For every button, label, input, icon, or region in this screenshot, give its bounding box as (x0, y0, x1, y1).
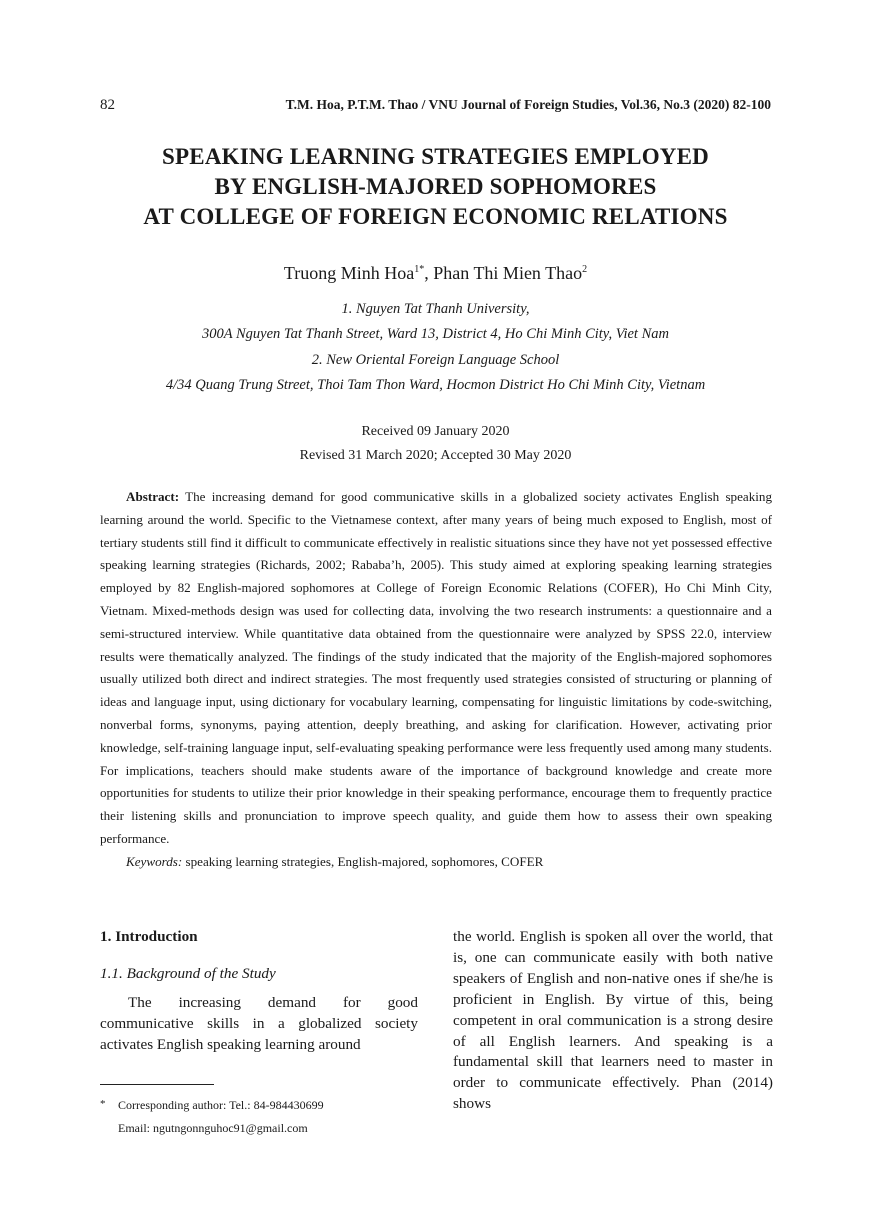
subsection-heading: 1.1. Background of the Study (100, 965, 276, 982)
author-1-mark: 1* (414, 264, 425, 275)
title-line-1: SPEAKING LEARNING STRATEGIES EMPLOYED (162, 144, 709, 169)
title-line-3: AT COLLEGE OF FOREIGN ECONOMIC RELATIONS (143, 204, 728, 229)
footnote-author-text: Corresponding author: Tel.: 84-984430699 (118, 1098, 324, 1112)
keywords-label: Keywords: (126, 853, 183, 869)
author-2: Phan Thi Mien Thao (433, 263, 583, 283)
footnote-author-line (100, 1093, 420, 1117)
affiliation-line-1: 1. Nguyen Tat Thanh University, (341, 301, 530, 317)
affiliations (0, 297, 871, 398)
affiliation-line-3: 2. New Oriental Foreign Language School (311, 351, 560, 368)
section-heading: 1. Introduction (100, 928, 198, 945)
affiliation-line-2: 300A Nguyen Tat Thanh Street, Ward 13, District 4, Ho Chi Minh City, Viet Nam (202, 326, 669, 343)
paper-title (0, 142, 871, 232)
left-column-paragraph: The increasing demand for good communicative skills in a globalized society activates English speaking learning around (100, 994, 418, 1053)
abstract-text: The increasing demand for good communicative skills in a globalized society activates English speaking learning around the world. Specific to the Vietnamese context, after many years of being much exposed to English, most of tertiary students still find it difficult to communicate effectively in realistic situations since they have not yet possessed effective speaking learning strategies (Richards, 2002; Rababa’h, 2005). This study aimed at exploring speaking learning strategies employed by 82 English-majored sophomores at College of Foreign Economic Relations (COFER), Ho Chi Minh City, Vietnam. Mixed-methods design was used for collecting data, involving the two research instruments: a questionnaire and a semi-structured interview. While quantitative data obtained from the questionnaire were analyzed by SPSS 22.0, interview results were thematically analyzed. The findings of the study indicated that the majority of the English-majored sophomores usually utilized both direct and indirect strategies. The most frequently used strategies consisted of structuring or planning of ideas and language input, using dictionary for vocabulary learning, compensating for linguistic limitations by code-switching, nonverbal forms, synonyms, paying attention, deeply breathing, and asking for clarification. However, activating prior knowledge, self-training language input, self-evaluating speaking performance were less frequently used among many students. For implications, teachers should make students aware of the importance of background knowledge and create more opportunities for students to utilize their prior knowledge in their speaking performance, encourage them to frequently practice their listening skills and pronunciation to improve speech quality, and guide them how to assess their own speaking performance. (100, 489, 772, 846)
footnote-email-line: Email: ngutngonnguhoc91@gmail.com (118, 1121, 308, 1135)
abstract-label: Abstract: (126, 489, 180, 504)
footnote (100, 1093, 420, 1140)
author-separator: , (424, 263, 434, 283)
author-2-mark: 2 (582, 264, 588, 275)
page-number: 82 (100, 97, 115, 113)
abstract-paragraph (100, 486, 772, 851)
revised-accepted-date: Revised 31 March 2020; Accepted 30 May 2020 (299, 448, 572, 463)
author-list (0, 263, 871, 284)
footnote-divider (100, 1084, 214, 1085)
keywords-text: speaking learning strategies, English-majored, sophomores, COFER (185, 853, 544, 869)
left-column (100, 926, 418, 1055)
keywords-paragraph (100, 851, 772, 874)
abstract (100, 486, 772, 874)
affiliation-line-4: 4/34 Quang Trung Street, Thoi Tam Thon Ward, Hocmon District Ho Chi Minh City, Vietnam (165, 376, 706, 393)
right-column-paragraph: the world. English is spoken all over the world, that is, one can communicate easily with both native speakers of English and non-native ones if she/he is proficient in English. By virtue of this, being competent in oral communication is a strong desire of all English learners. And speaking is a fundamental skill that learners need to master in order to communicate effectively. Phan (2014) shows (453, 928, 773, 1113)
publication-dates (0, 420, 871, 468)
footnote-marker: * (100, 1098, 106, 1110)
running-head: T.M. Hoa, P.T.M. Thao / VNU Journal of Foreign Studies, Vol.36, No.3 (2020) 82-100 (285, 97, 771, 112)
title-line-2: BY ENGLISH-MAJORED SOPHOMORES (214, 174, 657, 199)
author-1: Truong Minh Hoa (283, 263, 415, 283)
received-date: Received 09 January 2020 (361, 424, 510, 439)
